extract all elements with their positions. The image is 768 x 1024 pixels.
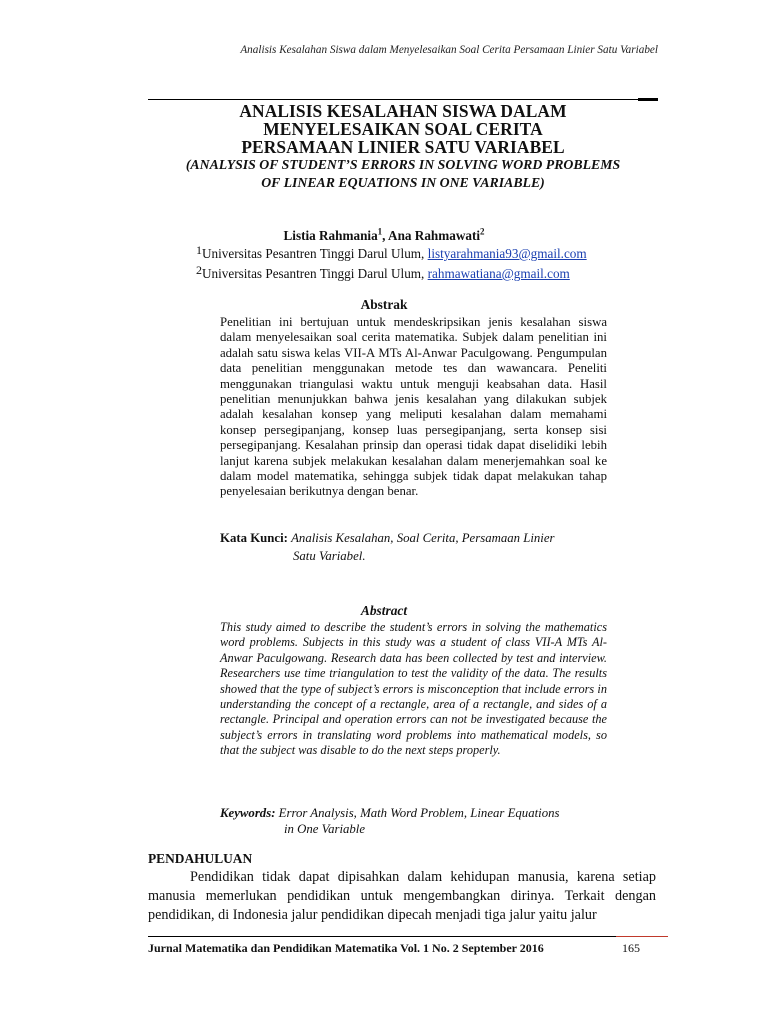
section-paragraph: Pendidikan tidak dapat dipisahkan dalam kehidupan manusia, karena setiap manusia memerlukan pendidikan untuk mengembangkan dirinya. Terkait dengan pendidikan, di Indonesia jalur pendidikan dipecah menjadi tiga jalur yaitu jalur	[148, 869, 656, 924]
top-rule-accent	[638, 98, 658, 101]
footer-rule-accent	[616, 936, 668, 937]
affiliation-email-link[interactable]: listyarahmania93@gmail.com	[427, 246, 587, 261]
keywords-values-cont: in One Variable	[284, 822, 366, 836]
kata-kunci-label: Kata Kunci:	[220, 531, 288, 545]
affiliation-1	[196, 243, 587, 262]
affiliation-2	[196, 263, 570, 282]
paper-title	[148, 102, 658, 192]
footer-rule	[148, 936, 616, 937]
affiliation-mark: 1	[196, 243, 202, 257]
abstract-en-body: This study aimed to describe the student’s errors in solving the mathematics word problems. Subjects in this study was a student of class VII-A MTs Al-Anwar Paculgowang. Research data has been collected by test and interview. Researchers use time triangulation to test the validity of the data. The results showed that the type of subject’s errors is misconception that include errors in understanding the concept of a rectangle, area of a rectangle, and sides of a rectangle. Principal and operation errors can not be investigated because the subject’s errors in translating word problems into mathematical models, so that the subject was disable to do the next steps properly.	[220, 620, 607, 758]
affiliation-institution: Universitas Pesantren Tinggi Darul Ulum,	[202, 266, 428, 281]
kata-kunci-values: Analisis Kesalahan, Soal Cerita, Persamaan Linier	[291, 531, 555, 545]
title-en-line-2: OF LINEAR EQUATIONS IN ONE VARIABLE)	[261, 175, 545, 190]
keywords-line-2	[284, 822, 365, 837]
author-name: Listia Rahmania	[283, 228, 378, 243]
title-line-2: MENYELESAIKAN SOAL CERITA	[263, 119, 543, 139]
page-number: 165	[622, 941, 640, 955]
author-name: Ana Rahmawati	[388, 228, 480, 243]
author-list	[0, 228, 768, 244]
affiliation-email-link[interactable]: rahmawatiana@gmail.com	[427, 266, 570, 281]
author-separator: ,	[382, 228, 389, 243]
abstract-en-heading: Abstract	[360, 603, 408, 618]
kata-kunci-values-cont: Satu Variabel.	[293, 549, 366, 563]
footer-journal: Jurnal Matematika dan Pendidikan Matematika Vol. 1 No. 2 September 2016	[148, 941, 544, 955]
abstrak-body: Penelitian ini bertujuan untuk mendeskripsikan jenis kesalahan siswa dalam menyelesaikan soal cerita matematika. Subjek dalam penelitian ini adalah satu siswa kelas VII-A MTs Al-Anwar Paculgowang. Pengumpulan data penelitian menggunakan metode tes dan wawancara. Peneliti menggunakan triangulasi waktu untuk menguji keabsahan data. Hasil penelitian menunjukkan bahwa jenis kesalahan yang dilakukan subjek adalah kesalahan konsep yang meliputi kesalahan dalam memahami konsep persegipanjang, konsep luas persegipanjang, serta konsep sisi persegipanjang. Kesalahan prinsip dan operasi tidak dapat diselidiki lebih lanjut karena subjek melakukan kesalahan dalam menerjemahkan soal ke dalam model matematika, sehingga subjek tidak dapat melakukan tahap penyelesaian berikutnya dengan benar.	[220, 315, 607, 499]
affiliation-mark: 2	[196, 263, 202, 277]
title-line-3: PERSAMAAN LINIER SATU VARIABEL	[241, 137, 565, 157]
keywords-line-1	[220, 806, 560, 821]
top-rule	[148, 99, 658, 100]
kata-kunci-line-1	[220, 531, 555, 546]
section-heading: PENDAHULUAN	[148, 851, 253, 866]
abstrak-heading: Abstrak	[360, 297, 408, 312]
affiliation-institution: Universitas Pesantren Tinggi Darul Ulum,	[202, 246, 428, 261]
title-en-line-1: (ANALYSIS OF STUDENT’S ERRORS IN SOLVING WORD PROBLEMS	[185, 157, 621, 172]
keywords-label: Keywords:	[220, 806, 276, 820]
keywords-values: Error Analysis, Math Word Problem, Linear Equations	[278, 806, 560, 820]
running-header: Analisis Kesalahan Siswa dalam Menyelesaikan Soal Cerita Persamaan Linier Satu Variabel	[240, 44, 658, 56]
title-line-1: ANALISIS KESALAHAN SISWA DALAM	[239, 101, 567, 121]
author-mark: 1	[377, 226, 383, 237]
kata-kunci-line-2	[293, 549, 366, 564]
author-mark: 2	[480, 226, 485, 237]
